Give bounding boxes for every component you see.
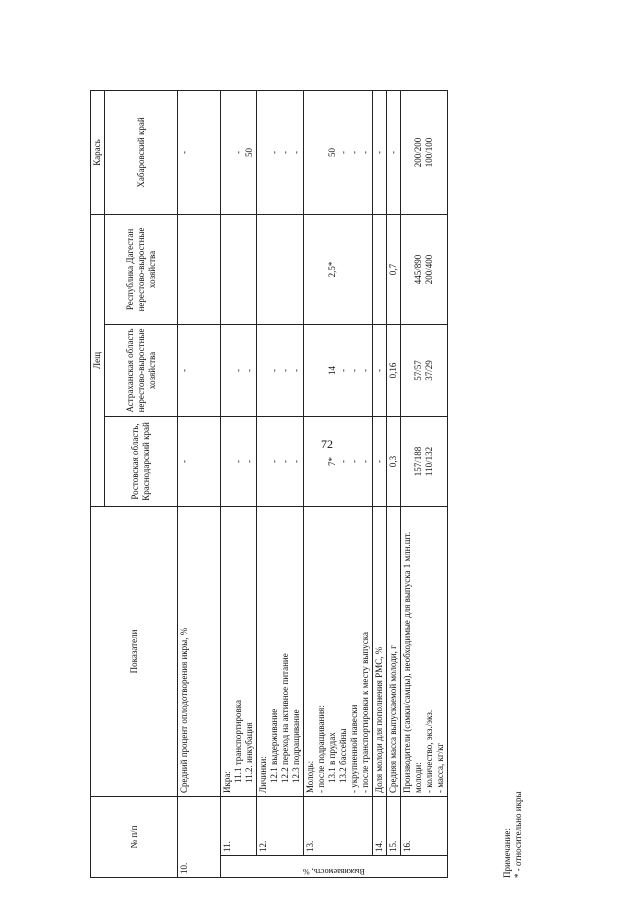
table-row: [257, 90, 304, 877]
row-title: Производители (самки/самцы), необходимые для выпуска 1 млн.шт. молоди:: [402, 531, 423, 793]
table-row: [387, 90, 401, 877]
row-label: [401, 506, 448, 796]
region-header: Ростовская область, Краснодарский край: [105, 416, 178, 506]
table-row: [221, 90, 257, 877]
rotated-table-page: [90, 91, 523, 878]
col-indicators-header: Показатели: [91, 506, 178, 796]
survival-group-label: [221, 856, 448, 878]
notes-title: Примечание:: [502, 828, 512, 878]
cell-value: - -: [221, 416, 257, 506]
row-sub-label: - количество, экз./экз.: [424, 709, 434, 793]
cell-value: [178, 214, 221, 324]
species-header-carp: Карась: [91, 90, 105, 214]
row-number: 15.: [387, 796, 401, 855]
cell-value: - - -: [257, 324, 304, 416]
cell-value: 7* - - -: [304, 416, 373, 506]
cell-value: 0,3: [387, 416, 401, 506]
row-title: Молодь:: [305, 760, 315, 793]
row-sub-label: 11.1 транспортировка: [233, 700, 243, 783]
row-sub-label: 12.2 переход на активное питание: [280, 653, 290, 783]
row-label: [257, 506, 304, 796]
region-header: Республика Дагестан нерестово-выростные хозяйства: [105, 214, 178, 324]
cell-value: - -: [221, 324, 257, 416]
row-label: Средний процент оплодотворения икры, %: [178, 506, 221, 796]
table-row: [178, 90, 221, 877]
fish-breeding-table: [90, 90, 448, 878]
row-sub-label: - масса, кг/кг: [435, 742, 445, 793]
cell-value: 0,16: [387, 324, 401, 416]
table-row: [373, 90, 387, 877]
cell-value: 2,5*: [304, 214, 373, 324]
row-label: Средняя масса выпускаемой молоди, г: [387, 506, 401, 796]
row-sub-label: - после транспортировки к месту выпуска: [360, 632, 370, 793]
cell-value: 57/57 37/29: [401, 324, 448, 416]
cell-value: -: [373, 90, 387, 214]
species-header-bream: Лещ: [91, 214, 105, 506]
row-title: Личинки:: [258, 756, 268, 793]
cell-value: -: [178, 90, 221, 214]
row-sub-label: - после подращивания:: [316, 705, 326, 793]
cell-value: -: [387, 90, 401, 214]
cell-value: 200/200 100/100: [401, 90, 448, 214]
cell-value: -: [373, 324, 387, 416]
cell-value: 0,7: [387, 214, 401, 324]
col-num-header: № п/п: [91, 796, 178, 877]
row-label: [221, 506, 257, 796]
row-label: [304, 506, 373, 796]
row-number: 12.: [257, 796, 304, 855]
row-number: 11.: [221, 796, 257, 855]
cell-value: -: [373, 416, 387, 506]
cell-value: - - -: [257, 90, 304, 214]
row-title: Икра:: [222, 771, 232, 793]
page-number: 72: [321, 437, 333, 451]
cell-value: 50 - - -: [304, 90, 373, 214]
row-label: Доля молоди для пополнения РМС, %: [373, 506, 387, 796]
cell-value: [221, 214, 257, 324]
cell-value: 445/890 200/400: [401, 214, 448, 324]
cell-value: - - -: [257, 416, 304, 506]
row-sub-label: 12.3 подращивание: [291, 709, 301, 783]
table-notes: [502, 792, 524, 879]
table-row: [401, 90, 448, 877]
row-sub-label: 13.1 в прудах: [327, 732, 337, 783]
row-number: 14.: [373, 796, 387, 855]
notes-line: * - относительно икры: [513, 791, 523, 878]
cell-value: 157/188 110/132: [401, 416, 448, 506]
cell-value: -: [178, 324, 221, 416]
cell-value: 14 - - -: [304, 324, 373, 416]
row-sub-label: - укрупненной навески: [349, 704, 359, 793]
cell-value: -: [178, 416, 221, 506]
row-number: 10.: [178, 796, 221, 877]
row-number: 13.: [304, 796, 373, 855]
row-number: 16.: [401, 796, 448, 855]
table-row: [304, 90, 373, 877]
region-header: Хабаровский край: [105, 90, 178, 214]
cell-value: [257, 214, 304, 324]
cell-value: - 50: [221, 90, 257, 214]
region-header: Астраханская область нерестово-выростные хозяйства: [105, 324, 178, 416]
cell-value: [373, 214, 387, 324]
row-sub-label: 11.2. инкубация: [244, 722, 254, 783]
survival-label: Выживаемость, %: [303, 867, 365, 876]
row-sub-label: 12.1 выдерживание: [269, 708, 279, 783]
row-sub-label: 13.2 бассейны: [338, 728, 348, 783]
